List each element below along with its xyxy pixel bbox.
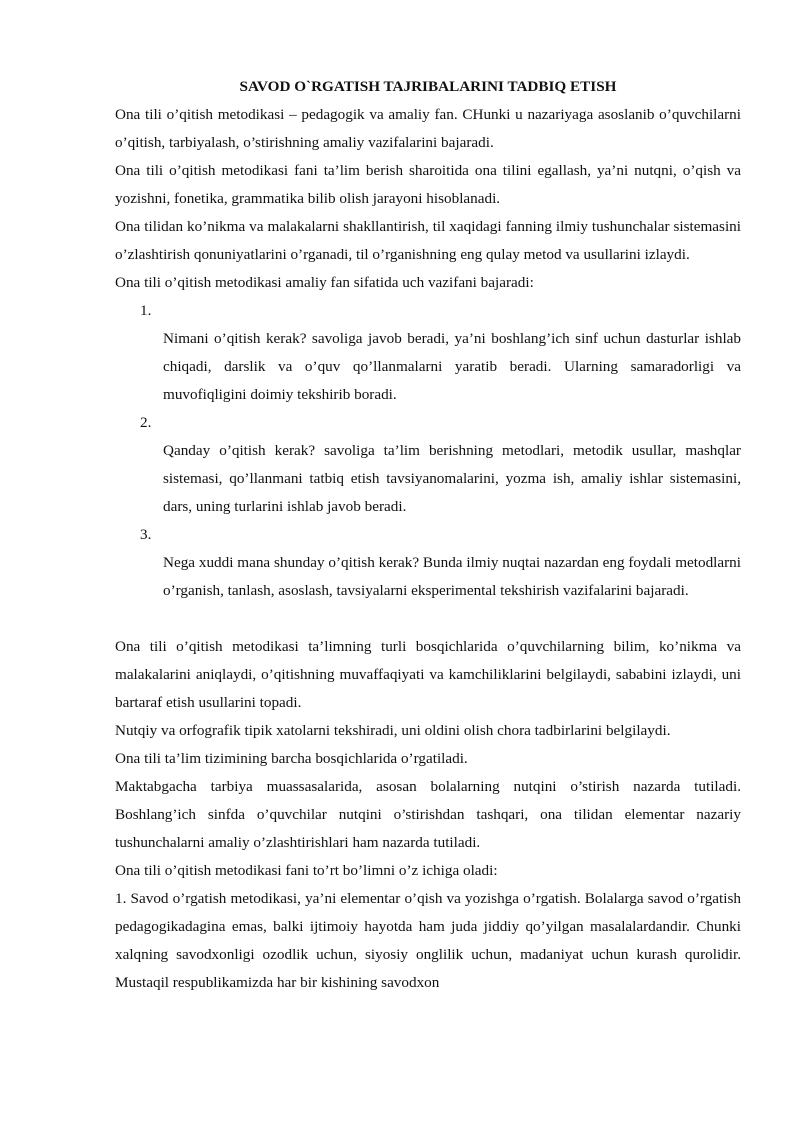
paragraph: Ona tili o’qitish metodikasi fani to’rt bo’limni o’z ichiga oladi: <box>115 862 498 879</box>
paragraph: Ona tilidan ko’nikma va malakalarni shakllantirish, til xaqidagi fanning ilmiy tushunchalar sistemasini o’zlashtirish qonuniyatlarini o’rganadi, til o’rganishning eng qulay metod va usullarini izlaydi. <box>115 218 741 263</box>
list-item <box>115 297 741 409</box>
paragraph: 1. Savod o’rgatish metodikasi, ya’ni elementar o’qish va yozishga o’rgatish. Bolalarga savod o’rgatish pedagogikadagina emas, balki ijtimoiy hayotda ham juda jiddiy qo’yilgan masalalardandir. Chunki xalqning savodxonligi ozodlik uchun, siyosiy onglilik uchun, madaniyat uchun kurash qurolidir. Mustaqil respublikamizda har bir kishining savodxon <box>115 890 741 991</box>
list-item-text: Qanday o’qitish kerak? savoliga ta’lim berishning metodlari, metodik usullar, mashqlar sistemasi, qo’llanmani tatbiq etish tavsiyanomalarini, yozma ish, amaliy ishlar sistemasini, dars, uning turlarini ishlab javob beradi. <box>163 442 741 515</box>
list-item <box>115 409 741 521</box>
list-item-number: 2. <box>140 414 152 431</box>
tasks-list <box>115 297 741 605</box>
paragraph: Ona tili o’qitish metodikasi fani ta’lim berish sharoitida ona tilini egallash, ya’ni nutqni, o’qish va yozishni, fonetika, grammatika bilib olish jarayoni hisoblanadi. <box>115 162 741 207</box>
paragraph: Nutqiy va orfografik tipik xatolarni tekshiradi, uni oldini olish chora tadbirlarini belgilaydi. <box>115 722 671 739</box>
paragraph: Ona tili ta’lim tizimining barcha bosqichlarida o’rgatiladi. <box>115 750 468 767</box>
list-item-number: 3. <box>140 526 152 543</box>
list-item-text: Nimani o’qitish kerak? savoliga javob beradi, ya’ni boshlang’ich sinf uchun dasturlar ishlab chiqadi, darslik va o’quv qo’llanmalarni yaratib beradi. Ularning samaradorligi va muvofiqligini doimiy tekshirib boradi. <box>163 330 741 403</box>
paragraph: Ona tili o’qitish metodikasi ta’limning turli bosqichlarida o’quvchilarning bilim, ko’nikma va malakalarini aniqlaydi, o’qitishning muvaffaqiyati va kamchiliklarini belgilaydi, sababini izlaydi, uni bartaraf etish usullarini topadi. <box>115 638 741 711</box>
document-title: SAVOD O`RGATISH TAJRIBALARINI TADBIQ ETISH <box>239 78 617 95</box>
paragraph-spacer <box>115 605 741 633</box>
list-item <box>115 521 741 605</box>
list-item-number: 1. <box>140 302 152 319</box>
paragraph: Ona tili o’qitish metodikasi amaliy fan sifatida uch vazifani bajaradi: <box>115 274 534 291</box>
paragraph: Maktabgacha tarbiya muassasalarida, asosan bolalarning nutqini o’stirish nazarda tutiladi. Boshlang’ich sinfda o’quvchilar nutqini o’stirishdan tashqari, ona tilidan elementar nazariy tushunchalarni amaliy o’zlashtirishlari ham nazarda tutiladi. <box>115 778 741 851</box>
paragraph: Ona tili o’qitish metodikasi – pedagogik va amaliy fan. CHunki u nazariyaga asoslanib o’quvchilarni o’qitish, tarbiyalash, o’stirishning amaliy vazifalarini bajaradi. <box>115 106 741 151</box>
document-page <box>115 73 741 997</box>
list-item-text: Nega xuddi mana shunday o’qitish kerak? Bunda ilmiy nuqtai nazardan eng foydali metodlarni o’rganish, tanlash, asoslash, tavsiyalarni eksperimental tekshirish vazifalarini bajaradi. <box>163 554 741 599</box>
